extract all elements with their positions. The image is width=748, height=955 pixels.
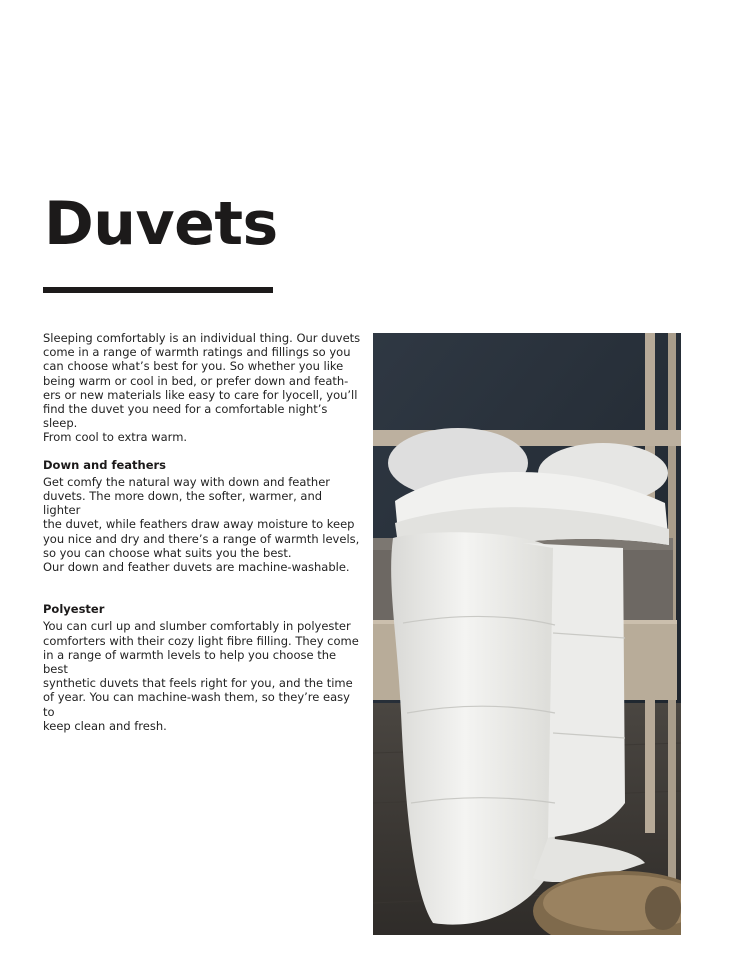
section-heading-down-and-feathers: Down and feathers bbox=[43, 457, 167, 472]
title-underline bbox=[43, 287, 273, 293]
intro-paragraph: Sleeping comfortably is an individual thing. Our duvets come in a range of warmth ratings and fillings so you can choose what’s best for you. So whether you like being warm or cool in bed, or prefer down and feath- ers or new materials like easy to care for lyocell, you’ll find the duvet you need for a comfortable night’s sleep. From cool to extra warm. bbox=[43, 331, 361, 445]
page-title: Duvets bbox=[44, 189, 278, 259]
section-heading-polyester: Polyester bbox=[43, 602, 105, 617]
section-body-down-and-feathers: Get comfy the natural way with down and feather duvets. The more down, the softer, warmer, and lighter the duvet, while feathers draw away moisture to keep you nice and dry and there’s a range of warmth levels, so you can choose what suits you the best. Our down and feather duvets are machine-washable. bbox=[43, 474, 360, 575]
section-body-polyester: You can curl up and slumber comfortably in polyester comforters with their cozy light fibre filling. They come in a range of warmth levels to help you choose the best synthetic duvets that feels right for you, and the time of year. You can machine-wash them, so they’re easy to keep clean and fresh. bbox=[43, 619, 359, 733]
duvet-photo bbox=[373, 333, 681, 935]
text-column bbox=[43, 331, 361, 733]
